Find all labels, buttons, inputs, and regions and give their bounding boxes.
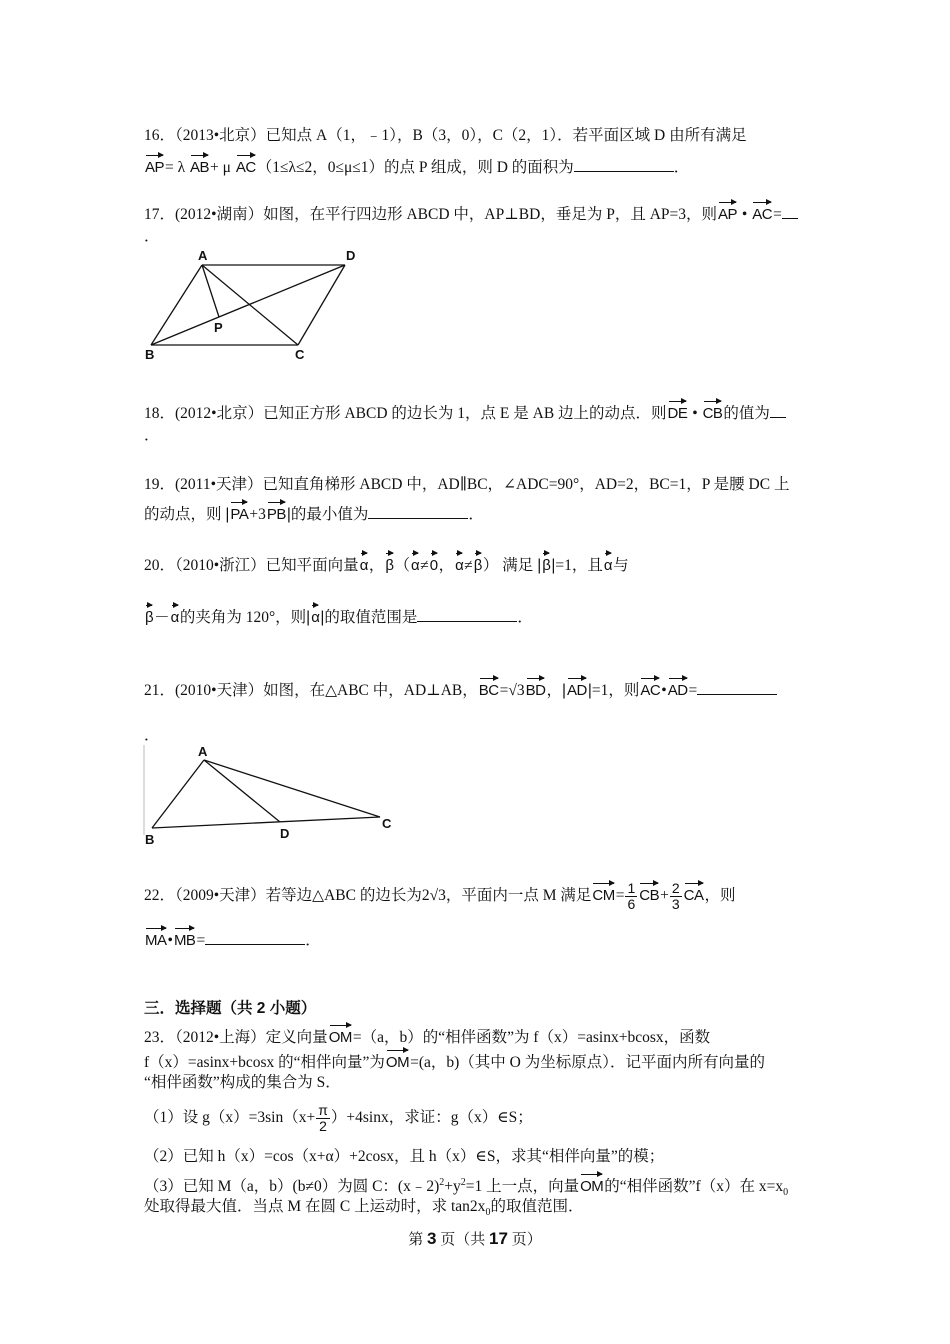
superscript: 2	[460, 1176, 466, 1188]
vector-alpha: α	[311, 602, 319, 629]
q19-line2	[144, 499, 484, 526]
vector-pa: PA	[230, 499, 248, 526]
denominator: 6	[627, 895, 636, 912]
vector-cb: CB	[639, 880, 659, 907]
label-a: A	[198, 744, 208, 759]
plus-three: +3	[249, 506, 266, 523]
answer-blank	[574, 157, 674, 172]
subscript: 0	[485, 1207, 491, 1219]
period: ．	[468, 506, 484, 523]
numerator: 1	[627, 879, 636, 896]
q17-line2: ．	[144, 228, 160, 245]
equals: =	[773, 206, 782, 223]
two-sqrt-three: 2√3	[421, 887, 446, 904]
label-a: A	[198, 248, 208, 263]
vector-cm: CM	[592, 880, 614, 907]
dot-operator: •	[692, 405, 698, 422]
q18-text: 18．(2012•北京）已知正方形 ABCD 的边长为 1，点 E 是 AB 边上的动点．则	[144, 405, 667, 422]
neq-sign: ≠	[464, 557, 473, 574]
abs-bar-right: |	[551, 557, 556, 574]
fraction-two-thirds	[670, 881, 682, 912]
q21-line2: ．	[144, 727, 160, 744]
vector-bd: BD	[526, 675, 546, 702]
q20-text: 20．（2010•浙江）已知平面向量	[144, 557, 359, 574]
answer-blank	[205, 930, 305, 945]
abs-bar-right: |	[286, 506, 291, 523]
period: ．	[673, 159, 690, 176]
vector-beta: β	[145, 602, 153, 629]
answer-blank	[697, 680, 777, 695]
q23-part2: （2）已知 h（x）=cos（x+α）+2cosx，且 h（x）∈S，求其“相伴向量”的模；	[144, 1148, 665, 1165]
q23-text4: =(a，b)（其中 O 为坐标原点）．记平面内所有向量的	[410, 1054, 765, 1071]
label-c: C	[382, 816, 392, 831]
answer-blank	[417, 607, 517, 622]
vector-alpha: α	[360, 550, 368, 577]
label-d: D	[280, 826, 290, 841]
denominator: 3	[671, 895, 680, 912]
part3-text3: =1 上一点，向量	[465, 1178, 580, 1195]
abs-bar-right: |	[320, 609, 325, 626]
vector-om: OM	[329, 1022, 352, 1049]
then-text: ，则	[704, 887, 736, 904]
footer-mid: 页（共	[436, 1232, 490, 1248]
footer-pre: 第	[408, 1232, 428, 1248]
norm-one: =1	[555, 557, 572, 574]
q23-line2	[144, 1047, 765, 1074]
q23-text2: =（a，b）的“相伴函数”为 f（x）=asinx+bcosx，函数	[352, 1029, 711, 1046]
vector-ac: AC	[640, 675, 660, 702]
page-footer	[0, 1228, 950, 1249]
abs-bar-left: |	[225, 506, 230, 523]
then-text: ，则	[608, 682, 640, 699]
q23-text3: f（x）=asinx+bcosx 的“相伴向量”为	[144, 1054, 385, 1071]
vector-mb: MB	[174, 925, 196, 952]
plus-sign: +	[660, 887, 669, 904]
q18-line2: ．	[144, 427, 160, 444]
abs-bar-left: |	[537, 557, 542, 574]
part3-text2: +y	[444, 1178, 461, 1195]
vector-bc: BC	[479, 675, 499, 702]
label-b: B	[145, 832, 155, 847]
part1-text2: ）+4sinx，求证：g（x）∈S；	[330, 1109, 533, 1127]
q20-line1: 20．（2010•浙江）已知平面向量α，β（α≠0，α≠β） 满足 |β|=1，且α与	[144, 550, 629, 577]
fraction-pi-over-two	[316, 1103, 330, 1134]
satisfy-text: 满足	[502, 557, 534, 574]
part3-text6: 的取值范围．	[490, 1198, 584, 1215]
dot-operator: •	[167, 932, 173, 949]
abs-bar-left: |	[306, 609, 311, 626]
q21-triangle-figure	[140, 740, 400, 850]
answer-blank	[782, 204, 798, 219]
part3-text5: 处取得最大值．当点 M 在圆 C 上运动时，求 tan2x	[144, 1198, 486, 1215]
vector-ad: AD	[567, 675, 587, 702]
vector-zero: 0	[430, 550, 438, 577]
equals: =	[499, 682, 509, 699]
equals: =	[615, 887, 625, 904]
eq-lambda: = λ	[165, 159, 186, 176]
superscript: 2	[439, 1176, 445, 1188]
label-d: D	[346, 248, 356, 263]
page-total: 17	[489, 1229, 508, 1248]
vector-ac: AC	[752, 199, 772, 226]
dot-operator: •	[741, 206, 748, 223]
q18-line1	[144, 398, 786, 425]
q16-line1: 16．（2013•北京）已知点 A（1，﹣1），B（3，0），C（2，1）．若平面区域 D 由所有满足	[144, 127, 747, 144]
q20-line2	[144, 602, 533, 629]
vector-de: DE	[668, 398, 688, 425]
q21-line1: 21．(2010•天津）如图，在△ABC 中，AD⊥AB，BC=√3BD，|AD|=1，则AC•AD=	[144, 675, 777, 702]
q22-text2: ，平面内一点 M 满足	[445, 887, 592, 904]
section-heading: 三．选择题（共 2 小题）	[144, 1000, 317, 1017]
vector-beta: β	[385, 550, 393, 577]
answer-blank	[770, 403, 786, 418]
sqrt-three: √3	[508, 682, 525, 699]
q20-range-text: 的取值范围是	[324, 609, 418, 626]
vector-ma: MA	[145, 925, 167, 952]
vector-ad: AD	[668, 675, 688, 702]
numerator: 2	[671, 879, 680, 896]
q20-angle-text: 的夹角为 120°，则	[179, 609, 307, 626]
vector-alpha: α	[604, 550, 612, 577]
q22-text: 22．（2009•天津）若等边△ABC 的边长为	[144, 887, 422, 904]
numerator: π	[318, 1102, 328, 1118]
vector-ab: AB	[190, 152, 209, 179]
vector-beta: β	[474, 550, 482, 577]
denominator: 2	[319, 1118, 327, 1134]
equals: =	[196, 932, 206, 949]
vector-ap: AP	[718, 199, 737, 226]
vector-ca: CA	[684, 880, 704, 907]
abs-bar-right: |	[587, 682, 592, 699]
q23-part3-cont	[144, 1196, 583, 1224]
q19-line1: 19．(2011•天津）已知直角梯形 ABCD 中，AD∥BC，∠ADC=90°，AD=2，BC=1，P 是腰 DC 上	[144, 476, 790, 493]
label-c: C	[295, 347, 305, 362]
plus-mu: + μ	[210, 159, 231, 176]
q23-line3: “相伴函数”构成的集合为 S．	[144, 1074, 341, 1091]
q16-condition: （1≤λ≤2，0≤μ≤1）的点 P 组成，则 D 的面积为	[256, 159, 574, 176]
vector-alpha: α	[411, 550, 419, 577]
q17-parallelogram-figure	[140, 245, 380, 370]
q23-part1	[144, 1103, 533, 1134]
q22-line1	[144, 880, 736, 912]
equals: =	[688, 682, 698, 699]
q17-line1	[144, 199, 798, 226]
vector-alpha: α	[171, 602, 179, 629]
q19-min: 的最小值为	[290, 506, 369, 523]
neq-sign: ≠	[420, 557, 429, 574]
minus-sign: －	[154, 609, 170, 626]
q21-text: 21．(2010•天津）如图，在△ABC 中，AD⊥AB，	[144, 682, 478, 699]
vector-ap: AP	[145, 152, 164, 179]
q17-text: 17．(2012•湖南）如图，在平行四边形 ABCD 中，AP⊥BD，垂足为 P，且 AP=3，则	[144, 206, 718, 223]
q22-line2	[144, 925, 321, 952]
paren-open: （	[394, 557, 411, 574]
vector-cb: CB	[703, 398, 723, 425]
vector-pb: PB	[267, 499, 286, 526]
period: ．	[517, 609, 533, 626]
vector-beta: β	[542, 550, 550, 577]
dot-operator: •	[661, 682, 667, 699]
abs-bar-left: |	[561, 682, 567, 699]
subscript: 0	[783, 1187, 789, 1199]
fraction-one-sixth	[625, 881, 637, 912]
q16-line2	[144, 152, 689, 179]
norm-one: =1	[591, 682, 609, 699]
part1-text: （1）设 g（x）=3sin（x+	[144, 1109, 316, 1127]
vector-om: OM	[580, 1171, 603, 1198]
vector-ac: AC	[236, 152, 256, 179]
label-b: B	[145, 347, 155, 362]
part3-text: （3）已知 M（a，b）(b≠0）为圆 C：(x﹣2)	[144, 1178, 440, 1195]
vector-om: OM	[386, 1047, 409, 1074]
part3-text4: 的“相伴函数”f（x）在 x=x	[604, 1178, 784, 1195]
q18-tail: 的值为	[723, 405, 770, 422]
q23-line1	[144, 1022, 710, 1049]
with-text: 与	[613, 557, 629, 574]
q23-text: 23．（2012•上海）定义向量	[144, 1029, 328, 1046]
label-p: P	[214, 320, 223, 335]
paren-close: ）	[482, 557, 499, 574]
page-number: 3	[427, 1229, 437, 1248]
and-text: ，且	[571, 557, 603, 574]
vector-alpha: α	[455, 550, 463, 577]
q19-text: 的动点，则	[144, 506, 222, 523]
answer-blank	[368, 504, 468, 519]
footer-post: 页）	[507, 1232, 542, 1248]
period: ．	[305, 932, 321, 949]
